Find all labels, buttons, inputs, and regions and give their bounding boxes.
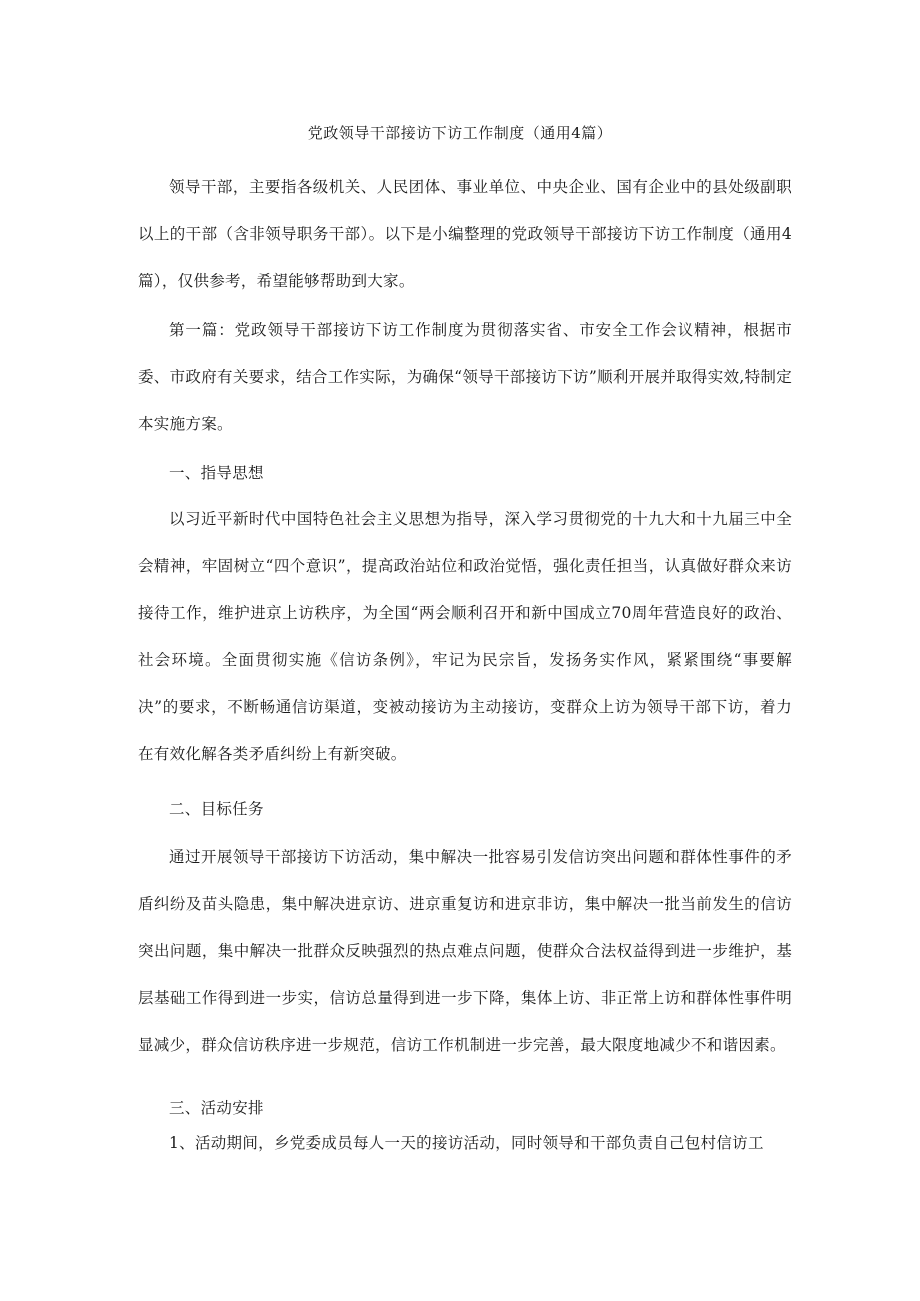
heading-goals: 二、目标任务 xyxy=(169,800,264,818)
part1-paragraph: 第一篇：党政领导干部接访下访工作制度为贯彻落实省、市安全工作会议精神，根据市委、市政府有关要求，结合工作实际，为确保“领导干部接访下访”顺利开展并取得实效,特制定本实施方案。 xyxy=(138,321,792,433)
intro-paragraph: 领导干部，主要指各级机关、人民团体、事业单位、中央企业、国有企业中的县处级副职以上的干部（含非领导职务干部）。以下是小编整理的党政领导干部接访下访工作制度（通用4篇），仅供参考，希望能够帮助到大家。 xyxy=(138,178,792,290)
heading-guiding-thought: 一、指导思想 xyxy=(169,464,264,482)
goals-paragraph: 通过开展领导干部接访下访活动，集中解决一批容易引发信访突出问题和群体性事件的矛盾纠纷及苗头隐患，集中解决进京访、进京重复访和进京非访，集中解决一批当前发生的信访突出问题，集中解决一批群众反映强烈的热点难点问题，使群众合法权益得到进一步维护，基层基础工作得到进一步实，信访总量得到进一步下降，集体上访、非正常上访和群体性事件明显减少，群众信访秩序进一步规范，信访工作机制进一步完善，最大限度地减少不和谐因素。 xyxy=(138,848,792,1054)
heading-activity-arrangement: 三、活动安排 xyxy=(169,1099,264,1117)
document-title: 党政领导干部接访下访工作制度（通用4篇） xyxy=(307,124,613,142)
guiding-thought-paragraph: 以习近平新时代中国特色社会主义思想为指导，深入学习贯彻党的十九大和十九届三中全会精神，牢固树立“四个意识”，提高政治站位和政治觉悟，强化责任担当，认真做好群众来访接待工作，维护进京上访秩序，为全国“两会顺利召开和新中国成立70周年营造良好的政治、社会环境。全面贯彻实施《信访条例》，牢记为民宗旨，发扬务实作风，紧紧围绕“事要解决”的要求，不断畅通信访渠道，变被动接访为主动接访，变群众上访为领导干部下访，着力在有效化解各类矛盾纠纷上有新突破。 xyxy=(138,510,792,763)
activity-item-1: 1、活动期间，乡党委成员每人一天的接访活动，同时领导和干部负责自己包村信访工 xyxy=(169,1134,764,1152)
